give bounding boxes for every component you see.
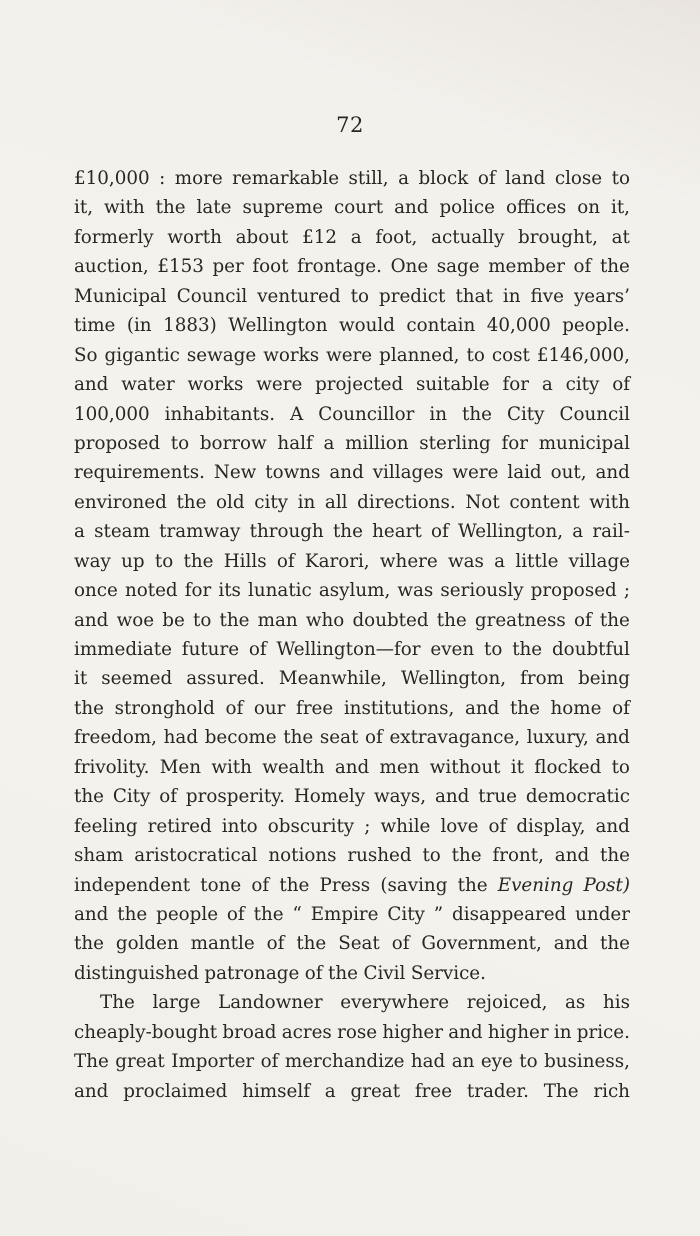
paragraph — [74, 988, 630, 1106]
text-line: time (in 1883) Wellington would contain 40,000 people. — [74, 315, 630, 337]
text-line: and woe be to the man who doubted the greatness of the — [74, 609, 630, 631]
text-line: and proclaimed himself a great free trader. The rich — [74, 1080, 630, 1102]
text-line: a steam tramway through the heart of Wellington, a rail- — [74, 521, 630, 543]
text-line: the stronghold of our free institutions, and the home of — [74, 697, 630, 719]
text-line: feeling retired into obscurity ; while love of display, and — [74, 815, 630, 837]
text-line: formerly worth about £12 a foot, actually brought, at — [74, 226, 630, 248]
text-line: proposed to borrow half a million sterling for municipal — [74, 432, 630, 454]
text-line: Municipal Council ventured to predict that in five years’ — [74, 285, 630, 307]
text-line: environed the old city in all directions. Not content with — [74, 491, 630, 513]
text-line: sham aristocratical notions rushed to the front, and the — [74, 845, 630, 867]
text-line: The large Landowner everywhere rejoiced, as his — [100, 992, 630, 1014]
page-number: 72 — [336, 113, 364, 137]
text-line: way up to the Hills of Karori, where was a little village — [74, 550, 630, 572]
text-line: and the people of the “ Empire City ” disappeared under — [74, 903, 630, 925]
text-line: cheaply-bought broad acres rose higher and higher in price. — [74, 1021, 630, 1043]
paragraph — [74, 164, 630, 988]
text-line: immediate future of Wellington—for even to the doubtful — [74, 639, 630, 660]
text-line: distinguished patronage of the Civil Service. — [74, 962, 486, 984]
text-line: it, with the late supreme court and police offices on it, — [74, 197, 630, 219]
text-line: £10,000 : more remarkable still, a block of land close to — [74, 168, 630, 189]
text-line: the golden mantle of the Seat of Government, and the — [74, 933, 630, 955]
text-line: and water works were projected suitable for a city of — [74, 374, 630, 396]
text-line: So gigantic sewage works were planned, to cost £146,000, — [74, 344, 630, 366]
text-line: independent tone of the Press (saving the Evening Post) — [74, 874, 630, 896]
body-text — [74, 164, 630, 1106]
text-line: it seemed assured. Meanwhile, Wellington, from being — [74, 668, 630, 690]
text-line: auction, £153 per foot frontage. One sage member of the — [74, 256, 630, 278]
text-line: the City of prosperity. Homely ways, and true democratic — [74, 786, 630, 808]
text-line: freedom, had become the seat of extravagance, luxury, and — [74, 727, 630, 749]
text-line: once noted for its lunatic asylum, was seriously proposed ; — [74, 580, 630, 602]
text-line: The great Importer of merchandize had an eye to business, — [74, 1051, 630, 1073]
text-line: requirements. New towns and villages were laid out, and — [74, 462, 630, 484]
text-line: 100,000 inhabitants. A Councillor in the City Council — [74, 403, 630, 425]
text-line: frivolity. Men with wealth and men without it flocked to — [74, 756, 630, 778]
